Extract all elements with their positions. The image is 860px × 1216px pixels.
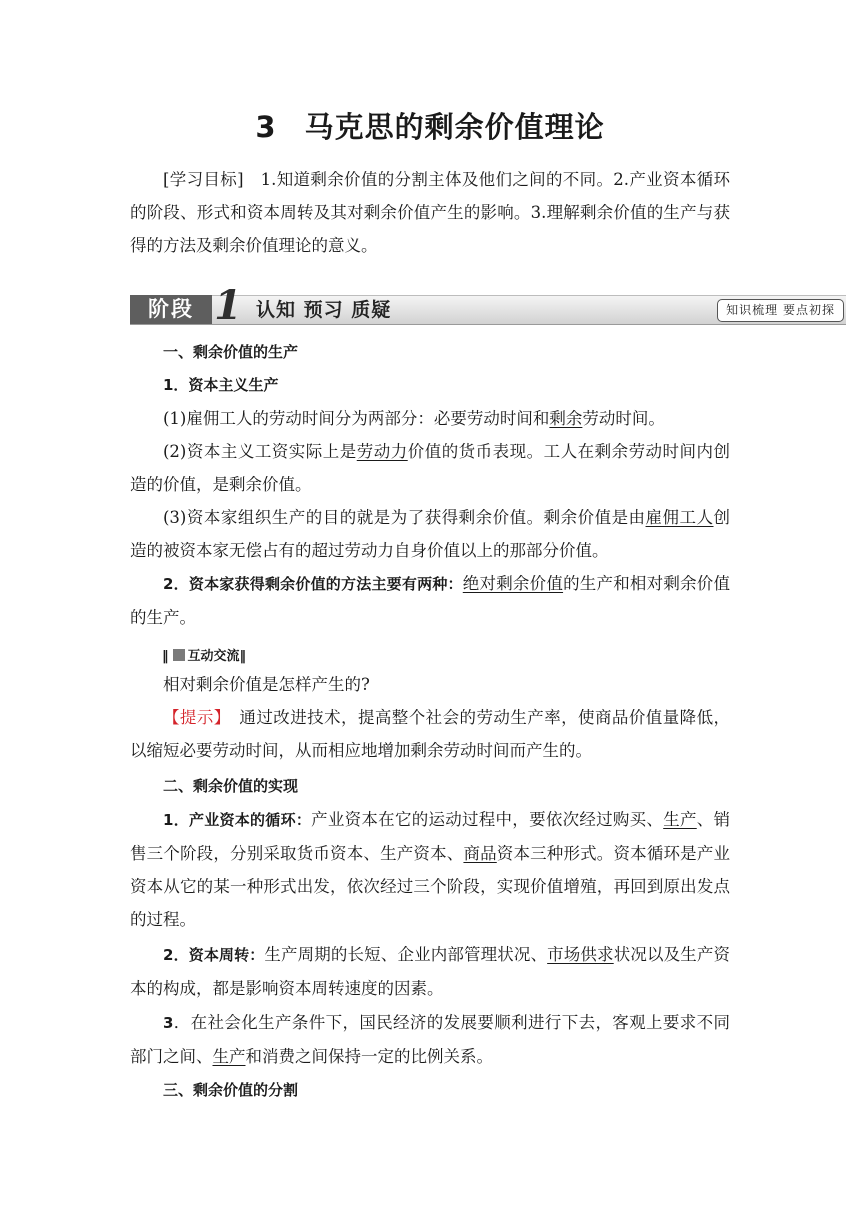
- text-run: 状况以及生产资本的构成，都是影响资本周转速度的因素。: [130, 945, 731, 998]
- section-2-heading: 二、剩余价值的实现: [163, 777, 299, 795]
- text-run: 创造的被资本家无偿占有的超过劳动力自身价值以上的那部分价值。: [130, 508, 730, 560]
- stage-number: 1: [214, 282, 242, 329]
- s1-paragraph-3: [130, 501, 730, 567]
- item-heading: 1．产业资本的循环：: [163, 811, 312, 829]
- text-run: 产业资本在它的运动过程中，要依次经过购买、: [311, 810, 664, 829]
- text-run: 的生产和相对剩余价值的生产。: [130, 574, 731, 627]
- stage-subtitle: 认知 预习 质疑: [256, 299, 392, 321]
- s2-item-1: [130, 803, 730, 936]
- text-run: (2)资本主义工资实际上是: [163, 442, 357, 461]
- answer-blank: 市场供求: [547, 945, 614, 964]
- section-1-heading: 一、剩余价值的生产: [163, 343, 299, 361]
- text-run: 价值的货币表现。工人在剩余劳动时间内创造的价值，是剩余价值。: [130, 442, 731, 494]
- text-run: 资本三种形式。资本循环是产业资本从它的某一种形式出发，依次经过三个阶段，实现价值增殖，再回到原出发点的过程。: [130, 844, 731, 929]
- text-run: (3)资本家组织生产的目的就是为了获得剩余价值。剩余价值是由: [163, 508, 646, 527]
- page-title: [0, 105, 860, 146]
- lesson-title: 马克思的剩余价值理论: [304, 110, 605, 144]
- stage-tag: 知识梳理 要点初探: [717, 299, 844, 322]
- text-run: (1)雇佣工人的劳动时间分为两部分：必要劳动时间和: [163, 409, 550, 428]
- text-run: 劳动时间。: [582, 409, 665, 428]
- text-run: 和消费之间保持一定的比例关系。: [245, 1047, 493, 1066]
- answer-blank: 生产: [212, 1047, 246, 1066]
- answer-blank: 劳动力: [356, 442, 408, 461]
- section-3-heading: 三、剩余价值的分割: [163, 1081, 299, 1099]
- discussion-icon: [173, 649, 185, 661]
- text-run: ．在社会化生产条件下，国民经济的发展要顺利进行下去，客观上要求不同部门之间、: [130, 1013, 730, 1066]
- item-heading: 2．资本家获得剩余价值的方法主要有两种：: [163, 575, 463, 593]
- item-heading: 3: [163, 1014, 174, 1032]
- tip-label: 【提示】: [163, 708, 223, 727]
- learning-goals: [学习目标] 1.知道剩余价值的分割主体及他们之间的不同。2.产业资本循环的阶段、形式和资本周转及其对剩余价值产生的影响。3.理解剩余价值的生产与获得的方法及剩余价值理论的意义。: [130, 170, 730, 255]
- s2-item-2: [130, 938, 730, 1005]
- s1-item-2: [130, 567, 730, 634]
- stage-label: 阶段: [130, 295, 212, 324]
- s2-item-3: [130, 1006, 730, 1073]
- s1-item-1-heading: 1．资本主义生产: [163, 376, 279, 394]
- s1-paragraph-2: [130, 435, 730, 501]
- interaction-label: 互动交流: [187, 649, 240, 664]
- answer-blank: 绝对剩余价值: [462, 574, 564, 593]
- tip-paragraph: [130, 701, 730, 767]
- question: 相对剩余价值是怎样产生的?: [163, 675, 370, 694]
- answer-blank: 商品: [463, 844, 497, 863]
- lesson-number: 3: [255, 110, 277, 144]
- tip-text: 通过改进技术，提高整个社会的劳动生产率，使商品价值量降低，以缩短必要劳动时间，从而相应地增加剩余劳动时间而产生的。: [130, 708, 731, 760]
- text-run: 生产周期的长短、企业内部管理状况、: [264, 945, 548, 964]
- answer-blank: 雇佣工人: [645, 508, 714, 527]
- text-run: 、销售三个阶段，分别采取货币资本、生产资本、: [130, 810, 731, 863]
- stage-banner: [130, 282, 846, 329]
- answer-blank: 生产: [663, 810, 697, 829]
- answer-blank: 剩余: [549, 409, 583, 428]
- interaction-marker: ‖ 互动交流‖: [162, 649, 247, 664]
- s1-paragraph-1: [130, 402, 730, 435]
- item-heading: 2．资本周转：: [163, 946, 265, 964]
